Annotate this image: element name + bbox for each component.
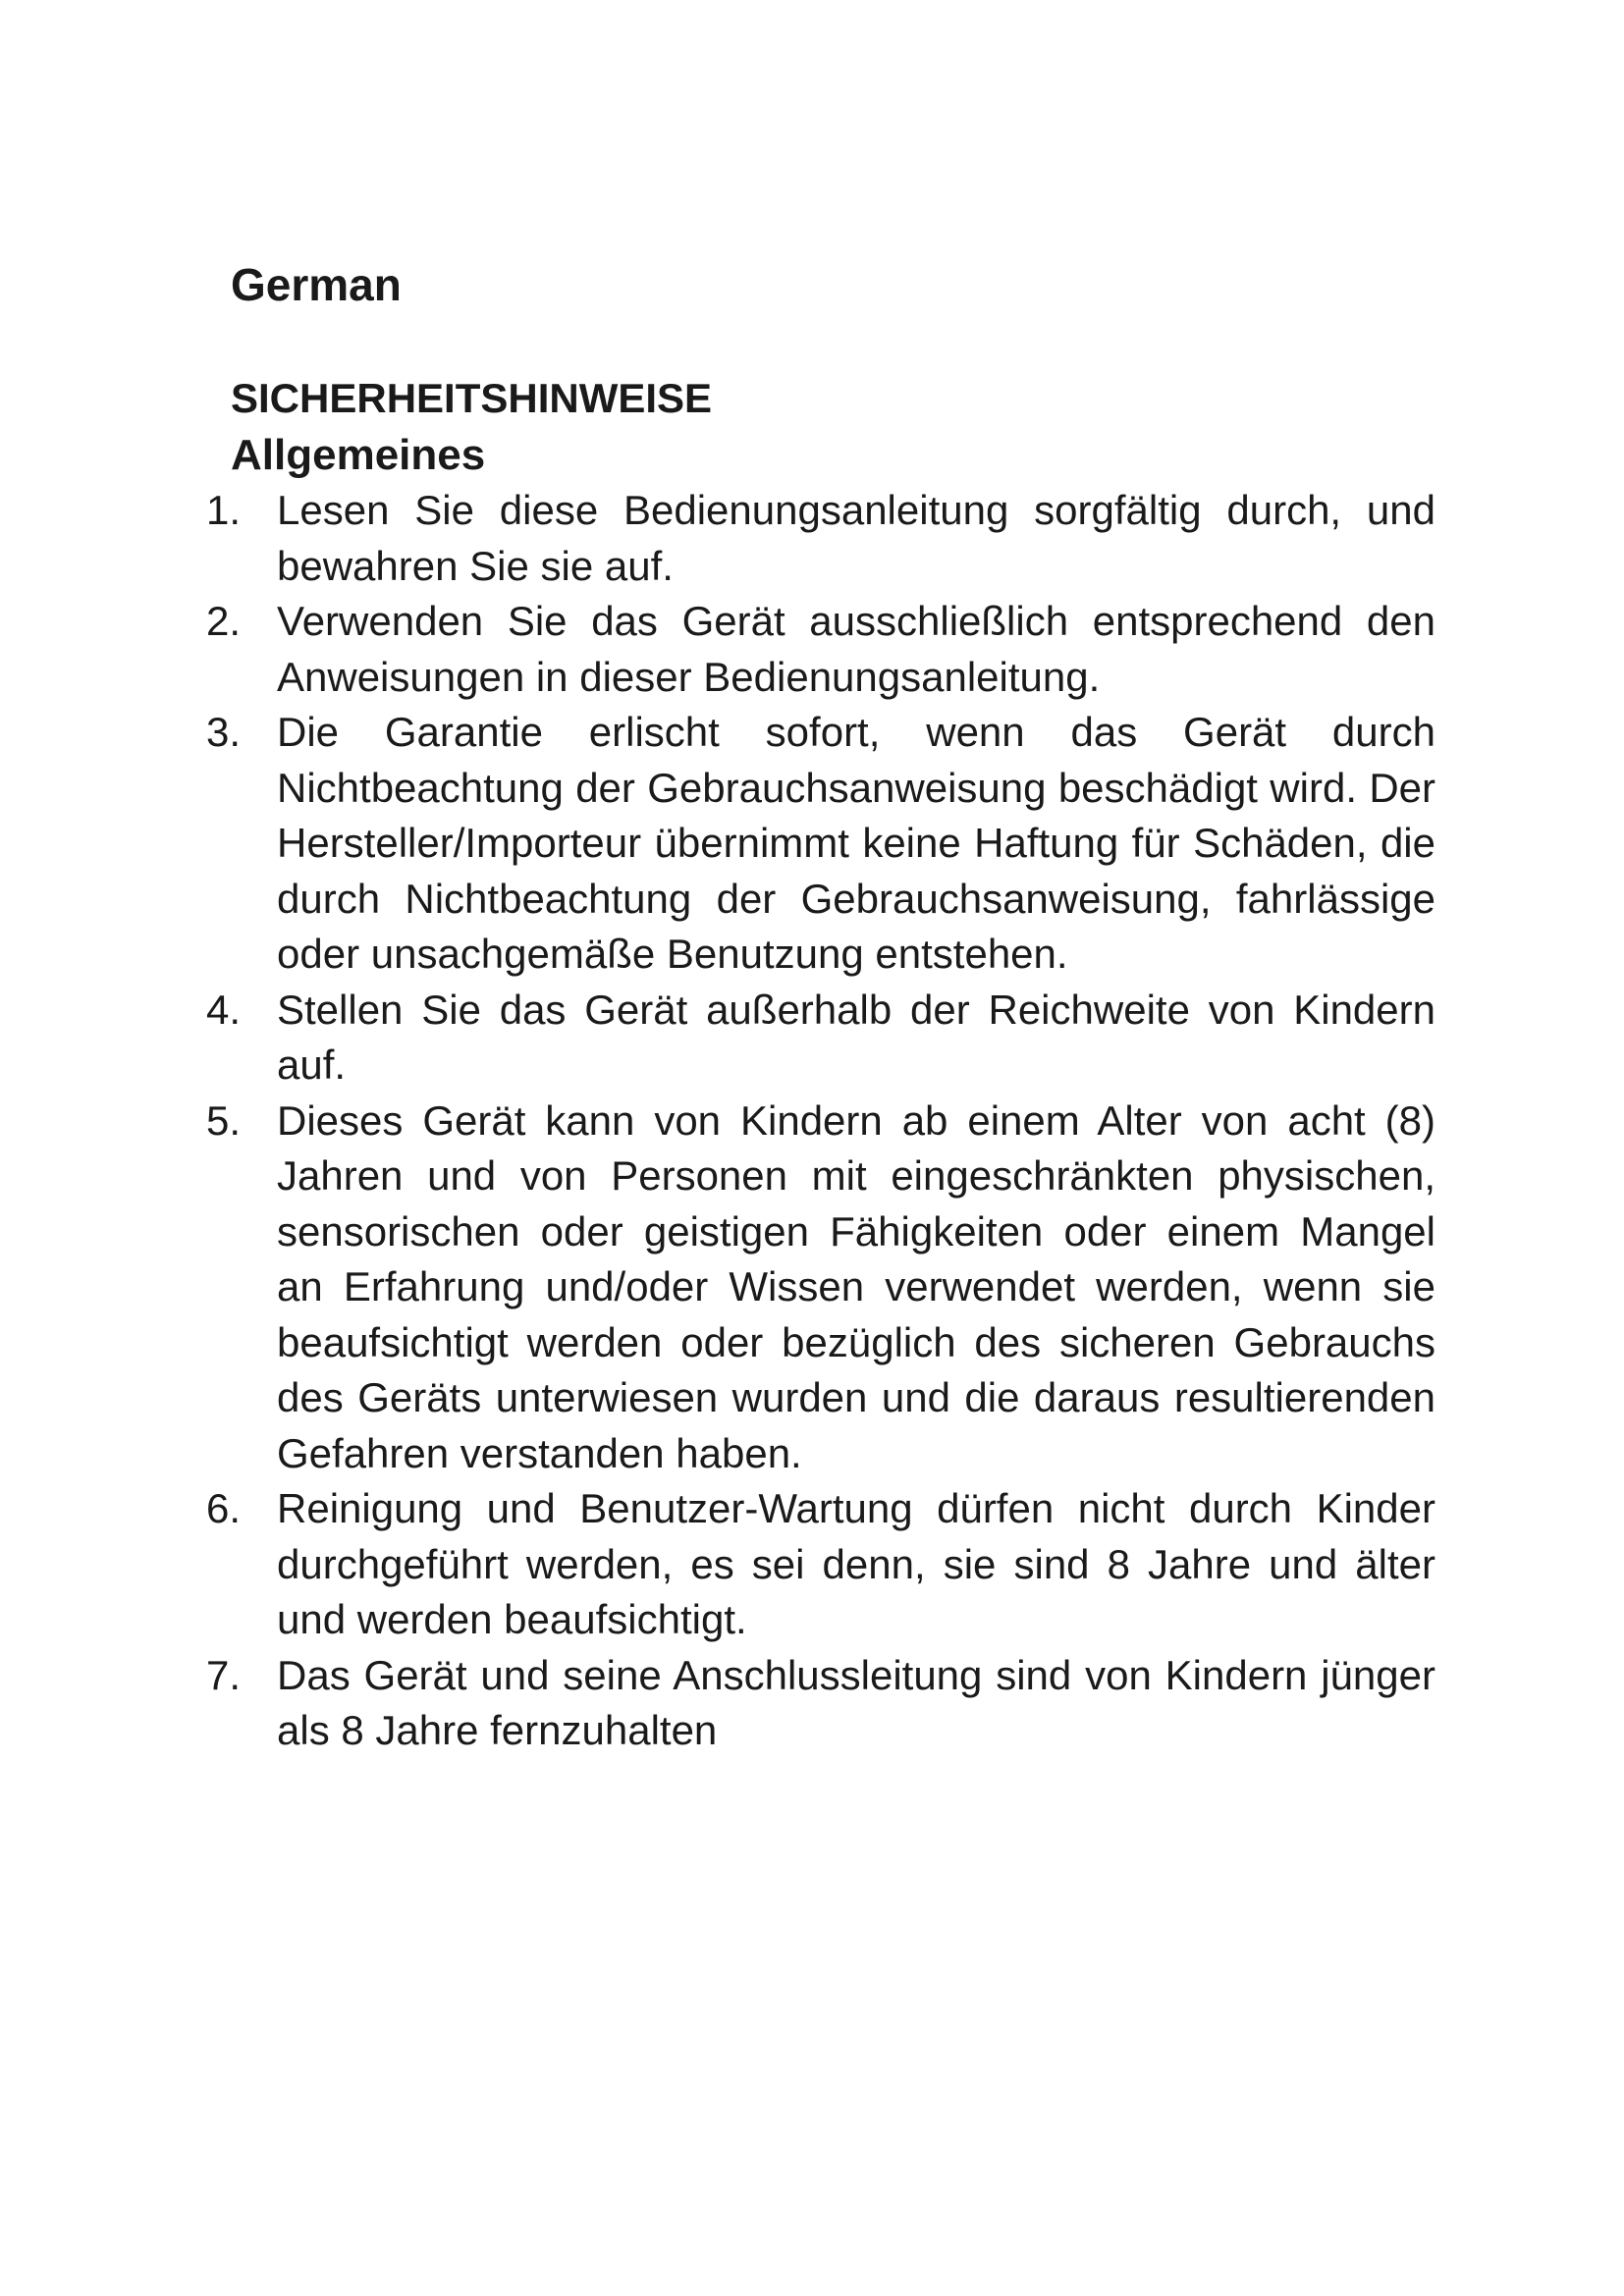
item-number: 2.: [206, 598, 242, 644]
list-item: [206, 1094, 1435, 1482]
item-number: 4.: [206, 986, 242, 1033]
item-text: Lesen Sie diese Bedienungsanleitung sorgfältig durch, und bewahren Sie sie auf.: [277, 487, 1435, 589]
list-item: [206, 1648, 1435, 1759]
list-item: [206, 705, 1435, 983]
safety-instructions-list: [206, 483, 1435, 1759]
item-text: Verwenden Sie das Gerät ausschließlich entsprechend den Anweisungen in dieser Bedienungsanleitung.: [277, 598, 1435, 700]
item-text: Das Gerät und seine Anschlussleitung sind von Kindern jünger als 8 Jahre fernzuhalten: [277, 1651, 1435, 1753]
item-number: 5.: [206, 1096, 242, 1144]
item-number: 7.: [206, 1651, 242, 1698]
subsection-title: Allgemeines: [231, 431, 486, 479]
list-item: [206, 1481, 1435, 1648]
item-number: 6.: [206, 1485, 242, 1531]
item-text: Stellen Sie das Gerät außerhalb der Reichweite von Kindern auf.: [277, 986, 1435, 1088]
list-item: [206, 594, 1435, 705]
list-item: [206, 483, 1435, 594]
item-number: 3.: [206, 709, 242, 755]
section-title: SICHERHEITSHINWEISE: [231, 375, 713, 421]
item-text: Die Garantie erlischt sofort, wenn das Gerät durch Nichtbeachtung der Gebrauchsanweisung beschädigt wird. Der Hersteller/Importeur übernimmt keine Haftung für Schäden, die durch Nichtbeachtung der Gebrauchsanweisung, fahrlässige oder unsachgemäße Benutzung entstehen.: [277, 709, 1435, 977]
item-text: Dieses Gerät kann von Kindern ab einem Alter von acht (8) Jahren und von Personen mit eingeschränkten physischen, sensorischen oder geistigen Fähigkeiten oder einem Mangel an Erfahrung und/oder Wissen verwendet werden, wenn sie beaufsichtigt werden oder bezüglich des sicheren Gebrauchs des Geräts unterwiesen wurden und die daraus resultierenden Gefahren verstanden haben.: [277, 1096, 1435, 1476]
language-heading: German: [231, 259, 402, 310]
list-item: [206, 983, 1435, 1094]
item-text: Reinigung und Benutzer-Wartung dürfen nicht durch Kinder durchgeführt werden, es sei denn, sie sind 8 Jahre und älter und werden beaufsichtigt.: [277, 1485, 1435, 1642]
item-number: 1.: [206, 487, 242, 533]
